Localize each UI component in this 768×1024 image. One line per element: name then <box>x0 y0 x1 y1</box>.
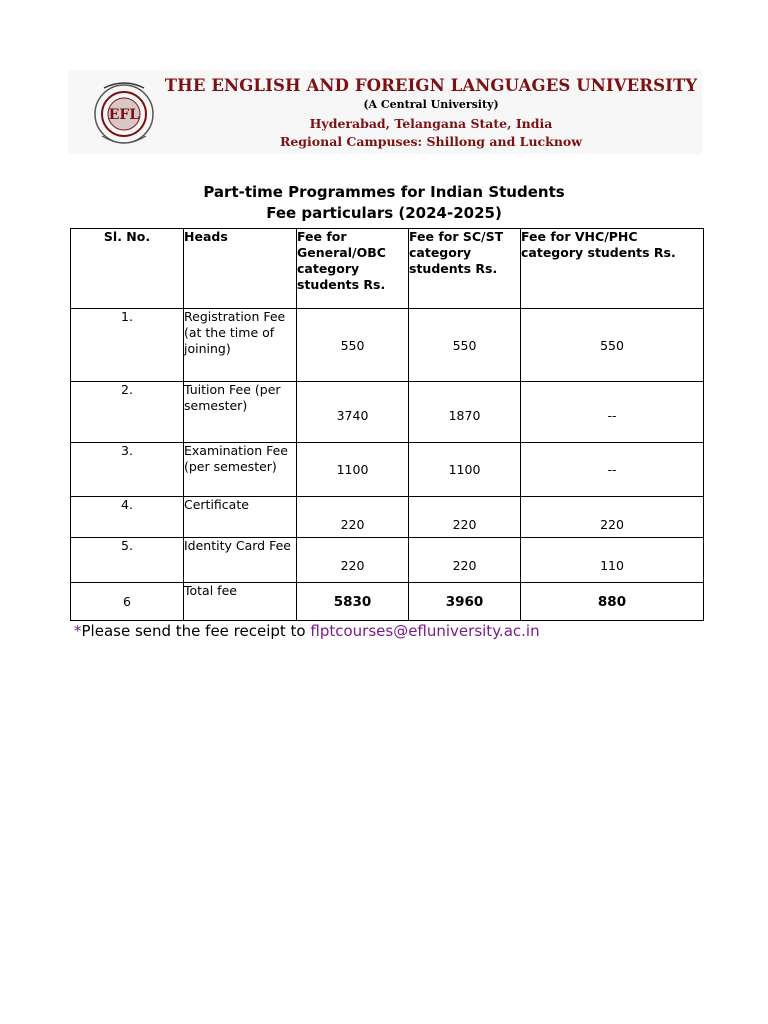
table-total-row <box>71 583 704 621</box>
row-scst-fee: 1870 <box>409 382 521 443</box>
header-sl-no: Sl. No. <box>71 229 184 309</box>
total-head: Total fee <box>184 583 297 621</box>
table-header-row <box>71 229 704 309</box>
row-sl: 4. <box>71 497 184 538</box>
row-vhc-fee: 220 <box>521 497 704 538</box>
row-head: Examination Fee (per semester) <box>184 443 297 497</box>
row-vhc-fee: -- <box>521 443 704 497</box>
row-vhc-fee: 110 <box>521 538 704 583</box>
row-scst-fee: 220 <box>409 497 521 538</box>
email-link[interactable]: flptcourses@efluniversity.ac.in <box>310 622 540 640</box>
row-head: Registration Fee (at the time of joining) <box>184 309 297 382</box>
row-scst-fee: 220 <box>409 538 521 583</box>
title-line-1: Part-time Programmes for Indian Students <box>203 183 565 201</box>
row-sl: 2. <box>71 382 184 443</box>
university-name: THE ENGLISH AND FOREIGN LANGUAGES UNIVERSITY <box>164 76 698 95</box>
regional-campuses: Regional Campuses: Shillong and Lucknow <box>279 134 583 149</box>
note-asterisk: * <box>74 622 82 640</box>
row-general-fee: 550 <box>297 309 409 382</box>
university-location: Hyderabad, Telangana State, India <box>309 116 553 131</box>
total-scst-fee: 3960 <box>409 583 521 621</box>
row-scst-fee: 1100 <box>409 443 521 497</box>
fee-receipt-note <box>74 622 540 640</box>
table-row <box>71 309 704 382</box>
table-row <box>71 497 704 538</box>
row-sl: 5. <box>71 538 184 583</box>
svg-text:EFL: EFL <box>108 107 140 123</box>
table-row <box>71 382 704 443</box>
row-vhc-fee: -- <box>521 382 704 443</box>
row-vhc-fee: 550 <box>521 309 704 382</box>
letterhead <box>68 70 702 154</box>
header-vhc-fee: Fee for VHC/PHC category students Rs. <box>521 229 704 309</box>
header-heads: Heads <box>184 229 297 309</box>
row-general-fee: 220 <box>297 497 409 538</box>
row-scst-fee: 550 <box>409 309 521 382</box>
total-general-fee: 5830 <box>297 583 409 621</box>
row-general-fee: 220 <box>297 538 409 583</box>
header-general-fee: Fee for General/OBC category students Rs. <box>297 229 409 309</box>
row-head: Identity Card Fee <box>184 538 297 583</box>
row-head: Certificate <box>184 497 297 538</box>
row-general-fee: 3740 <box>297 382 409 443</box>
total-sl: 6 <box>71 583 184 621</box>
fee-table <box>70 228 704 621</box>
table-row <box>71 443 704 497</box>
row-sl: 1. <box>71 309 184 382</box>
note-text: Please send the fee receipt to <box>81 622 311 640</box>
row-head: Tuition Fee (per semester) <box>184 382 297 443</box>
letterhead-text <box>164 76 698 149</box>
title-line-2: Fee particulars (2024-2025) <box>266 204 502 222</box>
total-vhc-fee: 880 <box>521 583 704 621</box>
university-subtitle: (A Central University) <box>363 98 499 111</box>
row-sl: 3. <box>71 443 184 497</box>
table-row <box>71 538 704 583</box>
university-logo <box>90 76 158 148</box>
row-general-fee: 1100 <box>297 443 409 497</box>
header-scst-fee: Fee for SC/ST category students Rs. <box>409 229 521 309</box>
document-title <box>0 182 768 224</box>
